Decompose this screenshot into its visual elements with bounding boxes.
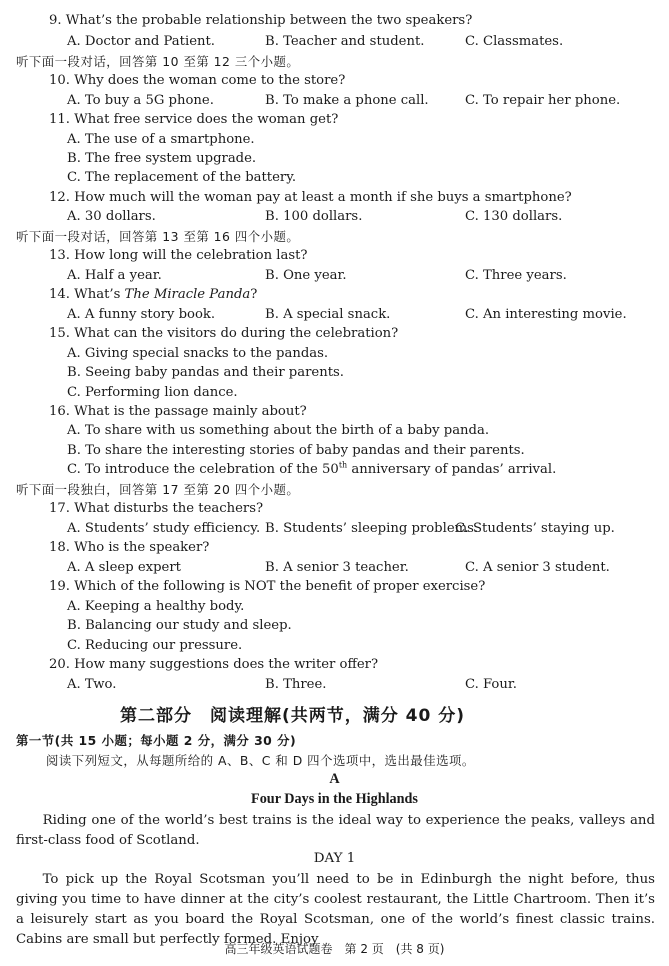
movie-title: The Miracle Panda	[124, 287, 251, 302]
stem-text: 14. What’s	[49, 287, 125, 302]
question-17-stem: 17. What disturbs the teachers?	[49, 501, 264, 516]
listening-instruction: 听下面一段独白，回答第 17 至第 20 四个小题。	[16, 482, 300, 497]
option-b: B. Balancing our study and sleep.	[67, 618, 292, 633]
option-c: C. Performing lion dance.	[67, 385, 238, 400]
option-c: C. The replacement of the battery.	[67, 170, 297, 185]
question-12-stem: 12. How much will the woman pay at least a month if she buys a smartphone?	[49, 190, 572, 205]
listening-instruction: 听下面一段对话，回答第 10 至第 12 三个小题。	[16, 54, 300, 69]
section-one-heading: 第一节(共 15 小题；每小题 2 分，满分 30 分)	[16, 733, 297, 748]
option-c: C. Students’ staying up.	[455, 521, 615, 536]
section-one-instruction: 阅读下列短文，从每题所给的 A、B、C 和 D 四个选项中，选出最佳选项。	[46, 753, 475, 768]
option-b: B. Students’ sleeping problems.	[265, 521, 479, 536]
option-b: B. Three.	[265, 677, 327, 692]
option-a: A. To share with us something about the birth of a baby panda.	[67, 423, 490, 438]
option-c-text-end: anniversary of pandas’ arrival.	[347, 462, 557, 477]
option-a: A. Doctor and Patient.	[67, 34, 215, 49]
option-a: A. Two.	[67, 677, 117, 692]
question-19-stem: 19. Which of the following is NOT the benefit of proper exercise?	[49, 579, 486, 594]
option-a: A. Students’ study efficiency.	[67, 521, 261, 536]
option-c	[67, 460, 655, 480]
question-11-stem: 11. What free service does the woman get?	[49, 112, 339, 127]
option-c: C. Classmates.	[465, 34, 564, 49]
question-20-stem: 20. How many suggestions does the writer offer?	[49, 657, 379, 672]
option-c: C. A senior 3 student.	[465, 560, 610, 575]
option-c-text: C. To introduce the celebration of the 50	[67, 462, 339, 477]
option-c: C. Four.	[465, 677, 517, 692]
option-b: B. Teacher and student.	[265, 34, 425, 49]
option-b: B. Seeing baby pandas and their parents.	[67, 365, 344, 380]
option-c: C. To repair her phone.	[465, 93, 621, 108]
option-c: C. 130 dollars.	[465, 209, 563, 224]
option-a: A. A funny story book.	[67, 307, 216, 322]
option-c: C. Three years.	[465, 268, 567, 283]
option-c: C. Reducing our pressure.	[67, 638, 243, 653]
option-b: B. To make a phone call.	[265, 93, 429, 108]
option-b: B. One year.	[265, 268, 347, 283]
question-13-stem: 13. How long will the celebration last?	[49, 248, 308, 263]
option-c: C. An interesting movie.	[465, 307, 627, 322]
question-16-stem: 16. What is the passage mainly about?	[49, 404, 307, 419]
option-a: A. A sleep expert	[67, 560, 181, 575]
stem-end: ?	[250, 287, 258, 302]
option-a: A. The use of a smartphone.	[67, 132, 255, 147]
option-a: A. Half a year.	[67, 268, 162, 283]
question-9-stem: 9. What’s the probable relationship between the two speakers?	[49, 13, 473, 28]
page-footer: 高三年级英语试题卷 第 2 页 (共 8 页)	[224, 942, 445, 956]
passage-letter: A	[329, 771, 340, 787]
listening-instruction: 听下面一段对话，回答第 13 至第 16 四个小题。	[16, 229, 300, 244]
option-b: B. To share the interesting stories of baby pandas and their parents.	[67, 443, 525, 458]
question-18-stem: 18. Who is the speaker?	[49, 540, 210, 555]
option-b: B. A special snack.	[265, 307, 391, 322]
option-b: B. A senior 3 teacher.	[265, 560, 409, 575]
paragraph-intro: Riding one of the world’s best trains is the ideal way to experience the peaks, valleys and first-class food of Scotland.	[16, 813, 655, 848]
option-b: B. The free system upgrade.	[67, 151, 257, 166]
option-a: A. To buy a 5G phone.	[67, 93, 214, 108]
option-a: A. Giving special snacks to the pandas.	[67, 346, 329, 361]
ordinal-suffix: th	[338, 460, 348, 470]
part-two-title: 第二部分 阅读理解(共两节，满分 40 分)	[120, 706, 466, 726]
question-14-stem	[49, 285, 655, 305]
passage-title: Four Days in the Highlands	[251, 791, 418, 807]
option-a: A. Keeping a healthy body.	[67, 599, 245, 614]
option-b: B. 100 dollars.	[265, 209, 363, 224]
question-15-stem: 15. What can the visitors do during the celebration?	[49, 326, 399, 341]
day-heading: DAY 1	[313, 851, 356, 866]
paragraph-day1: To pick up the Royal Scotsman you’ll need to be in Edinburgh the night before, thus giving you time to have dinner at the city’s coolest restaurant, the Little Chartroom. Then it’s a leisurely start as you board the Royal Scotsman, one of the world’s finest classic trains. Cabins are small but perfectly formed. Enjoy	[16, 872, 655, 947]
question-10-stem: 10. Why does the woman come to the store?	[49, 73, 346, 88]
option-a: A. 30 dollars.	[67, 209, 156, 224]
